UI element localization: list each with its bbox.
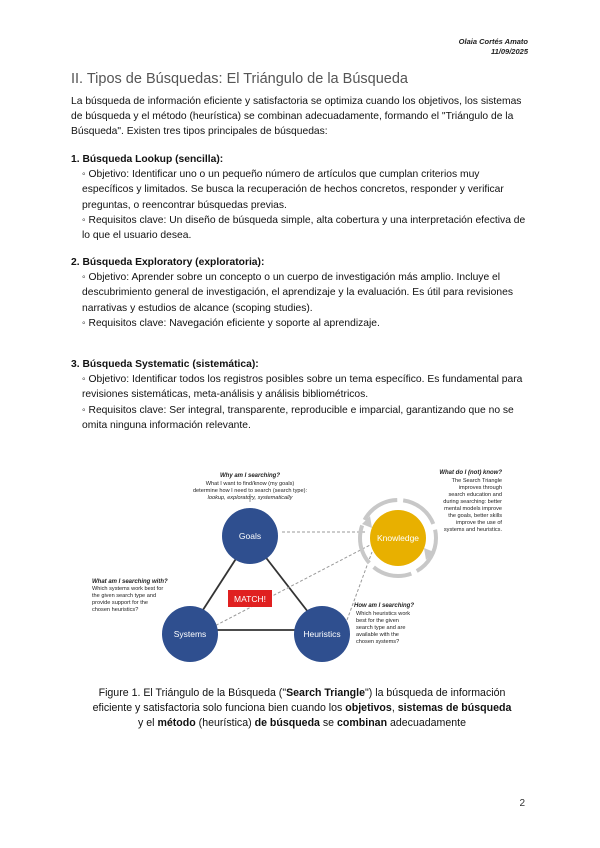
section-systematic bbox=[71, 357, 533, 433]
caption-text: (heurística) bbox=[195, 717, 255, 729]
callout-title: Why am I searching? bbox=[219, 473, 281, 479]
callout-line: improve the use of bbox=[455, 520, 502, 526]
caption-text: adecuadamente bbox=[387, 717, 466, 729]
section-objective: ◦ Objetivo: Identificar todos los registros posibles sobre un tema específico. Es fundamental para revisiones sistemáticas, meta-análisis y análisis bibliométricos. bbox=[82, 374, 523, 401]
page-header bbox=[459, 37, 528, 56]
caption-text: se bbox=[319, 717, 338, 729]
section-objective: ◦ Objetivo: Aprender sobre un concepto o un cuerpo de investigación más amplio. Incluye el descubrimiento general de investigación, el aprendizaje y la evaluación. Es útil para revisiones narrativas y estudios de alcance (scoping studies). bbox=[82, 272, 514, 314]
caption-bold: método bbox=[157, 717, 196, 729]
callout-line: the goals, better skills bbox=[448, 513, 502, 519]
caption-text: , bbox=[391, 702, 398, 714]
knowledge-label: Knowledge bbox=[376, 533, 420, 543]
intro-block bbox=[71, 94, 533, 140]
section-requirements: ◦ Requisitos clave: Navegación eficiente y soporte al aprendizaje. bbox=[82, 317, 380, 329]
callout-line: search type and are bbox=[356, 625, 406, 631]
author-name: Olaia Cortés Amato bbox=[458, 37, 528, 46]
callout-line: What I want to find/know (my goals) bbox=[205, 481, 295, 487]
callout-line: provide support for the bbox=[92, 600, 148, 606]
caption-text: ") la búsqueda de información bbox=[365, 687, 506, 699]
section-heading: 2. Búsqueda Exploratory (exploratoria): bbox=[71, 257, 265, 268]
section-requirements: ◦ Requisitos clave: Un diseño de búsqueda simple, alta cobertura y una interpretación efectiva de lo que el usuario desea. bbox=[82, 214, 526, 242]
callout-title: How am I searching? bbox=[354, 603, 415, 609]
why-searching-callout bbox=[193, 473, 308, 501]
heuristics-label: Heuristics bbox=[303, 629, 341, 639]
intro-paragraph: La búsqueda de información eficiente y satisfactoria se optimiza cuando los objetivos, los sistemas de búsqueda y el método (heurística) se combinan adecuadamente, formando el "Triángulo de la Búsqueda". Existen tres tipos principales de búsquedas: bbox=[71, 96, 522, 138]
section-objective: ◦ Objetivo: Identificar uno o un pequeño número de artículos que cumplan criterios muy específicos y limitados. Se busca la recuperación de hechos concretos, responder y verificar preguntas, o reencontrar búsquedas previas. bbox=[82, 169, 504, 211]
caption-text: Figure 1. El Triángulo de la Búsqueda (" bbox=[98, 687, 287, 699]
section-heading: 1. Búsqueda Lookup (sencilla): bbox=[71, 154, 224, 165]
figure-caption bbox=[72, 686, 532, 731]
callout-title: What do I (not) know? bbox=[439, 470, 502, 476]
what-with-callout bbox=[92, 579, 168, 613]
callout-line: determine how I need to search (search type): bbox=[192, 488, 308, 494]
how-searching-callout bbox=[354, 603, 414, 645]
caption-bold: sistemas de búsqueda bbox=[397, 702, 512, 714]
match-label: MATCH! bbox=[234, 594, 266, 604]
section-title: II. Tipos de Búsquedas: El Triángulo de la Búsqueda bbox=[71, 71, 408, 87]
callout-line: The Search Triangle bbox=[451, 478, 502, 484]
callout-line: Which systems work best for bbox=[92, 586, 164, 592]
callout-line: chosen systems? bbox=[356, 639, 400, 645]
callout-line: lookup, exploratory, systematically bbox=[207, 495, 293, 501]
callout-line: chosen heuristics? bbox=[92, 607, 139, 613]
callout-line: mental models improve bbox=[444, 506, 502, 512]
caption-bold: objetivos bbox=[345, 702, 392, 714]
section-requirements: ◦ Requisitos clave: Ser integral, transparente, reproducible e imparcial, garantizando que no se omita ninguna información relevante. bbox=[82, 404, 514, 431]
section-exploratory bbox=[71, 255, 533, 331]
page-number: 2 bbox=[519, 798, 525, 809]
caption-text: y el bbox=[138, 717, 158, 729]
callout-line: systems and heuristics. bbox=[443, 527, 502, 533]
caption-bold: Search Triangle bbox=[286, 687, 365, 699]
callout-title: What am I searching with? bbox=[92, 579, 168, 585]
what-know-callout bbox=[439, 470, 502, 533]
systems-label: Systems bbox=[173, 629, 207, 639]
caption-bold: combinan bbox=[337, 717, 388, 729]
callout-line: search education and bbox=[448, 492, 502, 498]
callout-line: improves through bbox=[458, 485, 502, 491]
goals-label: Goals bbox=[238, 531, 262, 541]
callout-line: best for the given bbox=[356, 618, 399, 624]
header-date: 11/09/2025 bbox=[491, 46, 528, 56]
callout-line: Which heuristics work bbox=[356, 611, 411, 617]
section-lookup bbox=[71, 152, 533, 243]
callout-line: during searching: better bbox=[443, 499, 502, 505]
section-heading: 3. Búsqueda Systematic (sistemática): bbox=[71, 359, 259, 370]
caption-bold: de búsqueda bbox=[254, 717, 320, 729]
callout-line: available with the bbox=[356, 632, 399, 638]
callout-line: the given search type and bbox=[92, 593, 157, 599]
caption-text: eficiente y satisfactoria solo funciona bien cuando los bbox=[92, 702, 346, 714]
